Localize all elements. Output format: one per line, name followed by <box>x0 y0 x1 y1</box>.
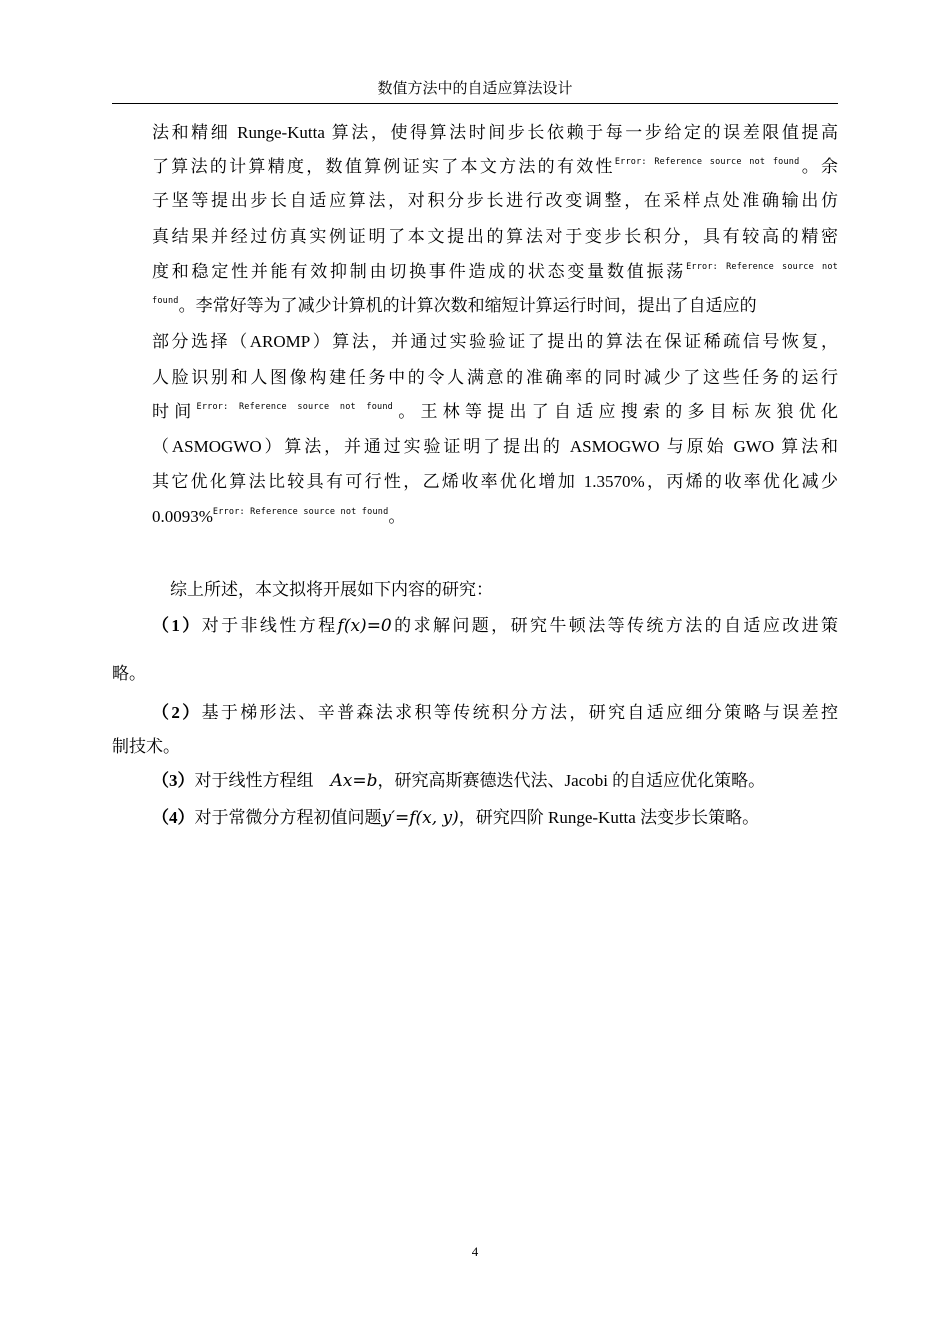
text-span: ，研究高斯赛德迭代法、Jacobi 的自适应优化策略。 <box>377 771 766 790</box>
text-span: 时间 <box>152 402 197 421</box>
text-line: 部分选择（AROMP）算法，并通过实验验证了提出的算法在保证稀疏信号恢复， <box>152 332 838 351</box>
item-number: （3） <box>152 771 195 790</box>
text-span: 对于线性方程组 <box>194 771 331 790</box>
text-line: 人脸识别和人图像构建任务中的令人满意的准确率的同时减少了这些任务的运行 <box>152 368 838 387</box>
text-line <box>152 260 838 287</box>
math-formula: Ax=b <box>330 771 378 791</box>
text-line: 法和精细 Runge-Kutta 算法，使得算法时间步长依赖于每一步给定的误差限值提高 <box>152 123 838 142</box>
text-span: 。余 <box>799 157 839 176</box>
text-span: 基于梯形法、辛普森法求积等传统积分方法，研究自适应细分策略与误差控 <box>201 703 839 722</box>
reference-error: Error: Reference source not found <box>196 402 393 412</box>
header-rule <box>112 103 838 104</box>
text-span: 度和稳定性并能有效抑制由切换事件造成的状态变量数值振荡 <box>152 262 687 281</box>
text-span: ，研究四阶 Runge-Kutta 法变步长策略。 <box>458 808 760 827</box>
text-line <box>152 614 838 638</box>
page-header-title: 数值方法中的自适应算法设计 <box>377 81 573 97</box>
text-span: 了算法的计算精度，数值算例证实了本文方法的有效性 <box>152 157 615 176</box>
reference-error: Error: Reference source not found <box>212 507 389 517</box>
text-line <box>152 155 838 182</box>
text-span: 对于非线性方程 <box>201 616 338 635</box>
text-line <box>152 769 838 793</box>
text-line: 真结果并经过仿真实例证明了本文提出的算法对于变步长积分，具有较高的精密 <box>152 227 838 246</box>
text-line <box>152 701 838 725</box>
reference-error: Error: Reference source not <box>686 262 838 272</box>
text-span: 0.0093% <box>152 507 213 526</box>
text-span: 的求解问题，研究牛顿法等传统方法的自适应改进策 <box>391 616 839 635</box>
text-line <box>152 806 838 830</box>
text-line: 制技术。 <box>112 737 180 756</box>
page-number: 4 <box>471 1244 479 1259</box>
text-span: 。李常好等为了减少计算机的计算次数和缩短计算运行时间，提出了自适应的 <box>178 296 757 315</box>
text-line: 其它优化算法比较具有可行性，乙烯收率优化增加 1.3570%，丙烯的收率优化减少 <box>152 472 838 491</box>
item-number: （2） <box>152 703 202 722</box>
text-span: 。 <box>388 507 406 526</box>
text-line <box>152 400 838 427</box>
text-line <box>152 505 838 532</box>
text-span: 对于常微分方程初值问题 <box>194 808 382 827</box>
text-line <box>152 294 838 321</box>
item-number: （1） <box>152 616 202 635</box>
text-line: （ASMOGWO）算法，并通过实验证明了提出的 ASMOGWO 与原始 GWO 算法和 <box>152 437 838 456</box>
item-number: （4） <box>152 808 195 827</box>
text-line: 略。 <box>112 664 146 683</box>
text-span: 。王林等提出了自适应搜索的多目标灰狼优化 <box>393 402 839 421</box>
text-line: 子坚等提出步长自适应算法，对积分步长进行改变调整，在采样点处准确输出仿 <box>152 191 838 210</box>
math-formula: y′=f(x, y) <box>381 808 459 828</box>
reference-error: found <box>152 296 179 306</box>
math-formula: f(x)=0 <box>337 616 392 636</box>
reference-error: Error: Reference source not found <box>614 157 800 167</box>
summary-intro: 综上所述，本文拟将开展如下内容的研究： <box>170 580 493 599</box>
